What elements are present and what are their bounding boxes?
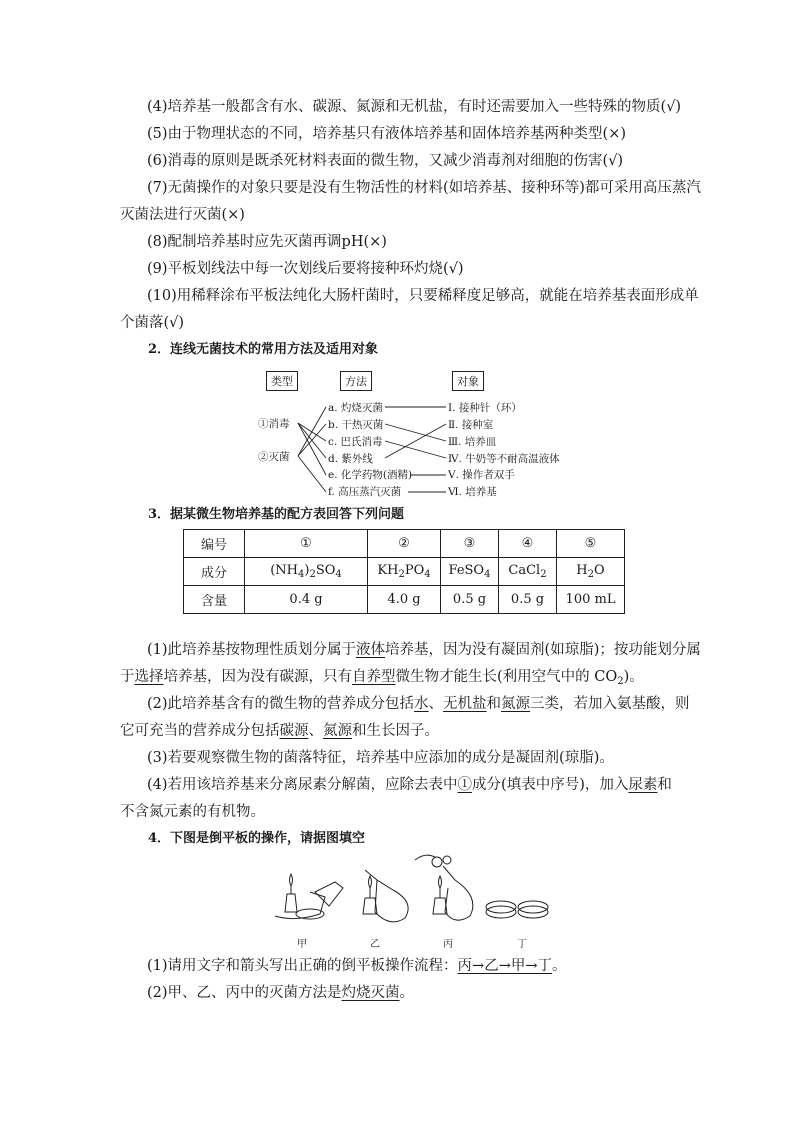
method-d: d. 紫外线 xyxy=(328,453,373,465)
section-3-title: 3．据某微生物培养基的配方表回答下列问题 xyxy=(148,507,405,522)
component-1: $(NH_4)_2SO_4$ xyxy=(245,558,368,586)
table-cell: 0.5 g xyxy=(441,586,499,614)
statement-7-line1: (7)无菌操作的对象只要是没有生物活性的材料(如培养基、接种环等)都可采用高压蒸汽 xyxy=(147,180,701,196)
answer-3: (3)若要观察微生物的菌落特征，培养基中应添加的成分是凝固剂(琼脂)。 xyxy=(147,750,614,766)
caption-yi: 乙 xyxy=(370,939,380,950)
caption-jia: 甲 xyxy=(297,939,307,950)
table-cell: 0.4 g xyxy=(245,586,368,614)
method-c: c. 巴氏消毒 xyxy=(328,436,383,448)
object-2: Ⅱ. 接种室 xyxy=(448,419,494,431)
statement-10-line2: 个菌落(√) xyxy=(120,315,185,331)
method-e: e. 化学药物(酒精) xyxy=(328,469,413,481)
caption-ding: 丁 xyxy=(517,939,527,950)
section-4-title: 4．下图是倒平板的操作，请据图填空 xyxy=(148,831,366,846)
component-3: FeSO$_4$ xyxy=(441,558,499,586)
statement-7-line2: 灭菌法进行灭菌(×) xyxy=(120,207,245,223)
statement-5: (5)由于物理状态的不同，培养基只有液体培养基和固体培养基两种类型(×) xyxy=(147,126,626,142)
row-label-amount: 含量 xyxy=(184,586,245,614)
answer-b1: (1)请用文字和箭头写出正确的倒平板操作流程：丙→乙→甲→丁。 xyxy=(147,958,567,974)
statement-8: (8)配制培养基时应先灭菌再调pH(×) xyxy=(147,234,387,250)
header-method: 方法 xyxy=(340,371,372,391)
table-row xyxy=(184,586,625,614)
object-6: Ⅵ. 培养基 xyxy=(448,486,497,498)
answer-4-line2: 不含氮元素的有机物。 xyxy=(120,804,265,820)
component-2: $KH_2PO_4$ xyxy=(368,558,441,586)
type-sterilization: ②灭菌 xyxy=(258,451,290,463)
table-cell: ⑤ xyxy=(557,530,625,558)
method-b: b. 干热灭菌 xyxy=(328,419,384,431)
matching-lines xyxy=(0,0,794,520)
component-4: CaCl$_2$ xyxy=(499,558,557,586)
object-5: Ⅴ. 操作者双手 xyxy=(448,469,515,481)
table-cell: ③ xyxy=(441,530,499,558)
table-cell: 100 mL xyxy=(557,586,625,614)
statement-9: (9)平板划线法中每一次划线后要将接种环灼烧(√) xyxy=(147,261,464,277)
object-1: Ⅰ. 接种针（环） xyxy=(448,402,522,414)
answer-2-line2: 它可充当的营养成分包括碳源、氮源和生长因子。 xyxy=(120,723,439,739)
caption-bing: 丙 xyxy=(443,939,453,950)
row-label-component: 成分 xyxy=(184,558,245,586)
statement-6: (6)消毒的原则是既杀死材料表面的微生物，又减少消毒剂对细胞的伤害(√) xyxy=(147,153,624,169)
table-cell: ④ xyxy=(499,530,557,558)
table-cell: 4.0 g xyxy=(368,586,441,614)
table-cell: ① xyxy=(245,530,368,558)
statement-4: (4)培养基一般都含有水、碳源、氮源和无机盐，有时还需要加入一些特殊的物质(√) xyxy=(147,99,682,115)
answer-4-line1: (4)若用该培养基来分离尿素分解菌，应除去表中①成分(填表中序号)，加入尿素和 xyxy=(147,777,672,793)
section-2-title: 2．连线无菌技术的常用方法及适用对象 xyxy=(148,342,379,357)
object-3: Ⅲ. 培养皿 xyxy=(448,436,497,448)
table-row xyxy=(184,558,625,586)
statement-10-line1: (10)用稀释涂布平板法纯化大肠杆菌时，只要稀释度足够高，就能在培养基表面形成单 xyxy=(147,288,699,304)
type-disinfection: ①消毒 xyxy=(258,418,290,430)
table-cell: ② xyxy=(368,530,441,558)
answer-b2: (2)甲、乙、丙中的灭菌方法是灼烧灭菌。 xyxy=(147,985,415,1001)
header-object: 对象 xyxy=(452,371,484,391)
answer-1-line2: 于选择培养基，因为没有碳源，只有自养型微生物才能生长(利用空气中的 $CO_2$)。 xyxy=(120,669,644,687)
header-type: 类型 xyxy=(266,371,298,391)
answer-1-line1: (1)此培养基按物理性质划分属于液体培养基，因为没有凝固剂(如琼脂)；按功能划分属 xyxy=(147,642,701,658)
medium-formula-table xyxy=(183,529,625,614)
object-4: Ⅳ. 牛奶等不耐高温液体 xyxy=(448,453,560,465)
row-label-number: 编号 xyxy=(184,530,245,558)
pour-plate-illustration xyxy=(265,852,565,932)
table-cell: 0.5 g xyxy=(499,586,557,614)
method-a: a. 灼烧灭菌 xyxy=(328,402,383,414)
answer-2-line1: (2)此培养基含有的微生物的营养成分包括水、无机盐和氮源三类，若加入氨基酸，则 xyxy=(147,696,690,712)
component-5: $H_2O$ xyxy=(557,558,625,586)
table-row xyxy=(184,530,625,558)
method-f: f. 高压蒸汽灭菌 xyxy=(328,486,402,498)
